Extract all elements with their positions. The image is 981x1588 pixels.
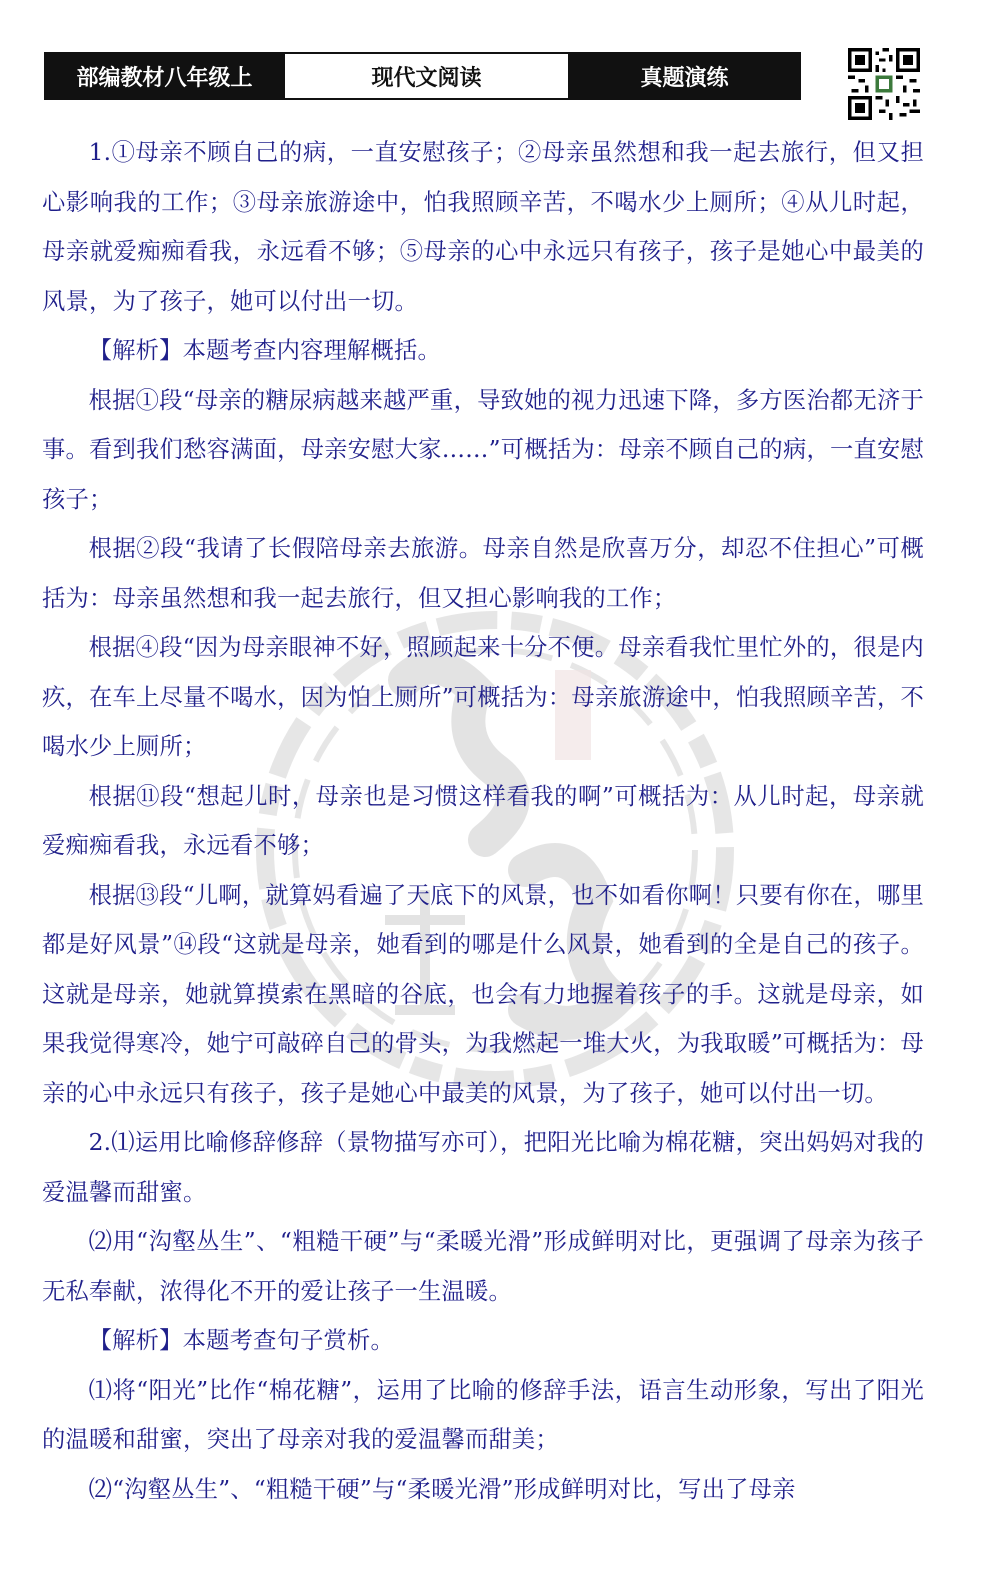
analysis-paragraph: 根据①段“母亲的糖尿病越来越严重，导致她的视力迅速下降，多方医治都无济于事。看到我们愁容满面，母亲安慰大家……”可概括为：母亲不顾自己的病，一直安慰孩子； xyxy=(42,386,924,513)
header-practice-label: 真题演练 xyxy=(570,54,799,98)
qr-code-icon xyxy=(848,48,920,120)
analysis-paragraph: 根据②段“我请了长假陪母亲去旅游。母亲自然是欣喜万分，却忍不住担心”可概括为：母亲虽然想和我一起去旅行，但又担心影响我的工作； xyxy=(42,535,924,612)
answer-paragraph: ⑵用“沟壑丛生”、“粗糙干硬”与“柔暖光滑”形成鲜明对比，更强调了母亲为孩子无私奉献，浓得化不开的爱让孩子一生温暖。 xyxy=(42,1228,924,1305)
header-grade-label: 部编教材八年级上 xyxy=(46,54,283,98)
answer-paragraph: 2.⑴运用比喻修辞修辞（景物描写亦可），把阳光比喻为棉花糖，突出妈妈对我的爱温馨而甜蜜。 xyxy=(42,1129,924,1206)
analysis-paragraph: ⑴将“阳光”比作“棉花糖”，运用了比喻的修辞手法，语言生动形象，写出了阳光的温暖和甜蜜，突出了母亲对我的爱温馨而甜美； xyxy=(42,1376,924,1453)
analysis-paragraph: ⑵“沟壑丛生”、“粗糙干硬”与“柔暖光滑”形成鲜明对比，写出了母亲 xyxy=(88,1475,796,1503)
answer-paragraph: 1.①母亲不顾自己的病，一直安慰孩子；②母亲虽然想和我一起去旅行，但又担心影响我的工作；③母亲旅游途中，怕我照顾辛苦，不喝水少上厕所；④从儿时起，母亲就爱痴痴看我，永远看不够；⑤母亲的心中永远只有孩子，孩子是她心中最美的风景，为了孩子，她可以付出一切。 xyxy=(42,139,924,315)
analysis-heading: 【解析】本题考查句子赏析。 xyxy=(88,1327,395,1354)
analysis-paragraph: 根据⑬段“儿啊，就算妈看遍了天底下的风景，也不如看你啊！只要有你在，哪里都是好风景”⑭段“这就是母亲，她看到的哪是什么风景，她看到的全是自己的孩子。这就是母亲，她就算摸索在黑暗的谷底，也会有力地握着孩子的手。这就是母亲，如果我觉得寒冷，她宁可敲碎自己的骨头，为我燃起一堆大火，为我取暖”可概括为：母亲的心中永远只有孩子，孩子是她心中最美的风景，为了孩子，她可以付出一切。 xyxy=(42,881,924,1107)
answer-content xyxy=(42,128,924,1514)
analysis-paragraph: 根据④段“因为母亲眼神不好，照顾起来十分不便。母亲看我忙里忙外的，很是内疚，在车上尽量不喝水，因为怕上厕所”可概括为：母亲旅游途中，怕我照顾辛苦，不喝水少上厕所； xyxy=(42,634,924,760)
header-bar xyxy=(44,52,801,100)
analysis-heading: 【解析】本题考查内容理解概括。 xyxy=(88,337,442,364)
header-section-label: 现代文阅读 xyxy=(283,54,570,98)
analysis-paragraph: 根据⑪段“想起儿时，母亲也是习惯这样看我的啊”可概括为：从儿时起，母亲就爱痴痴看我，永远看不够； xyxy=(42,782,924,859)
